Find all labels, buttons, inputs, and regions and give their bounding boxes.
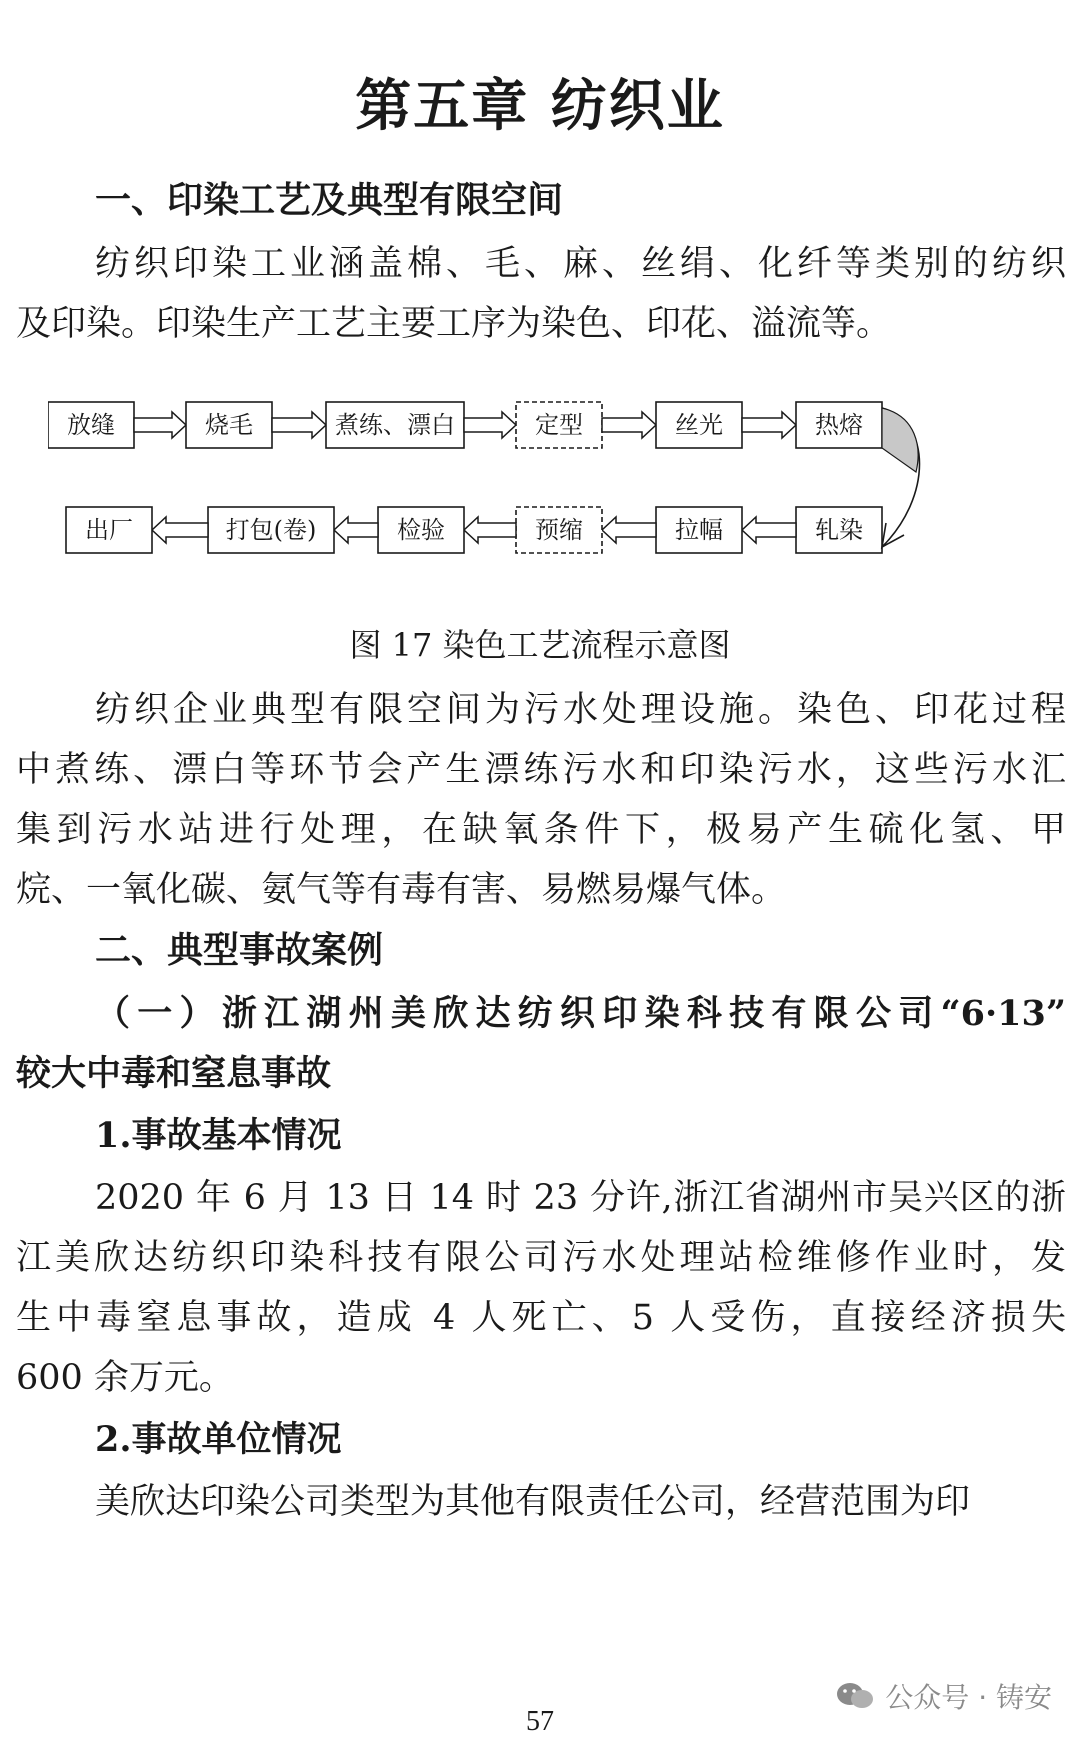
flow-arrow-3 [464, 412, 516, 438]
flow-step-4-label: 定型 [535, 411, 583, 439]
flow-turn-shade [882, 408, 918, 472]
subsection-heading: 1.事故基本情况 [95, 1115, 342, 1156]
chapter-title: 第五章 纺织业 [355, 73, 725, 139]
case-title: （一）浙江湖州美欣达纺织印染科技有限公司“6·13” [95, 993, 1066, 1034]
paragraph-line: 生中毒窒息事故，造成 4 人死亡、5 人受伤，直接经济损失 [16, 1298, 1066, 1338]
paragraph-line: 纺织印染工业涵盖棉、毛、麻、丝绢、化纤等类别的纺织 [95, 244, 1066, 284]
flow-step-2-label: 烧毛 [205, 411, 253, 439]
section-heading-2: 二、典型事故案例 [95, 929, 384, 971]
flow-arrow-10 [334, 517, 378, 543]
flow-arrow-1 [134, 412, 186, 438]
flow-arrow-7 [742, 517, 796, 543]
page-number: 57 [526, 1706, 554, 1737]
flow-step-8-label: 拉幅 [675, 516, 723, 544]
flow-step-6-label: 热熔 [815, 411, 863, 439]
section-heading-1: 一、印染工艺及典型有限空间 [95, 179, 564, 221]
paragraph-line: 2020 年 6 月 13 日 14 时 23 分许,浙江省湖州市吴兴区的浙 [95, 1178, 1066, 1218]
paragraph-line: 及印染。印染生产工艺主要工序为染色、印花、溢流等。 [16, 304, 892, 344]
flow-step-9-label: 预缩 [535, 516, 583, 544]
flow-step-3-label: 煮练、漂白 [335, 411, 455, 439]
flow-step-5-label: 丝光 [675, 411, 723, 439]
paragraph-line: 烷、一氧化碳、氨气等有毒有害、易燃易爆气体。 [16, 870, 787, 910]
flow-step-11-label: 打包(卷) [225, 516, 317, 544]
flow-arrow-2 [272, 412, 326, 438]
flow-step-7-label: 轧染 [815, 516, 863, 544]
flow-step-10-label: 检验 [397, 516, 445, 544]
paragraph-line: 纺织企业典型有限空间为污水处理设施。染色、印花过程 [95, 690, 1066, 730]
flow-arrow-5 [742, 412, 796, 438]
flow-arrow-4 [602, 412, 656, 438]
flow-step-1-label: 放缝 [67, 411, 115, 439]
flow-step-12-label: 出厂 [85, 516, 133, 544]
paragraph-line: 集到污水站进行处理，在缺氧条件下，极易产生硫化氢、甲 [16, 810, 1066, 850]
subsection-heading: 2.事故单位情况 [95, 1419, 342, 1460]
flow-arrow-9 [464, 517, 516, 543]
watermark-text: 公众号 · 铸安 [885, 1681, 1052, 1714]
paragraph-line: 美欣达印染公司类型为其他有限责任公司，经营范围为印 [95, 1482, 971, 1522]
dyeing-process-flowchart [48, 392, 948, 592]
flow-arrow-8 [602, 517, 656, 543]
paragraph-line: 中煮练、漂白等环节会产生漂练污水和印染污水，这些污水汇 [16, 750, 1066, 790]
flow-arrow-11 [152, 517, 208, 543]
case-title: 较大中毒和窒息事故 [16, 1053, 332, 1094]
paragraph-line: 600 余万元。 [16, 1358, 234, 1398]
figure-caption: 图 17 染色工艺流程示意图 [349, 626, 731, 664]
paragraph-line: 江美欣达纺织印染科技有限公司污水处理站检维修作业时，发 [16, 1238, 1066, 1278]
